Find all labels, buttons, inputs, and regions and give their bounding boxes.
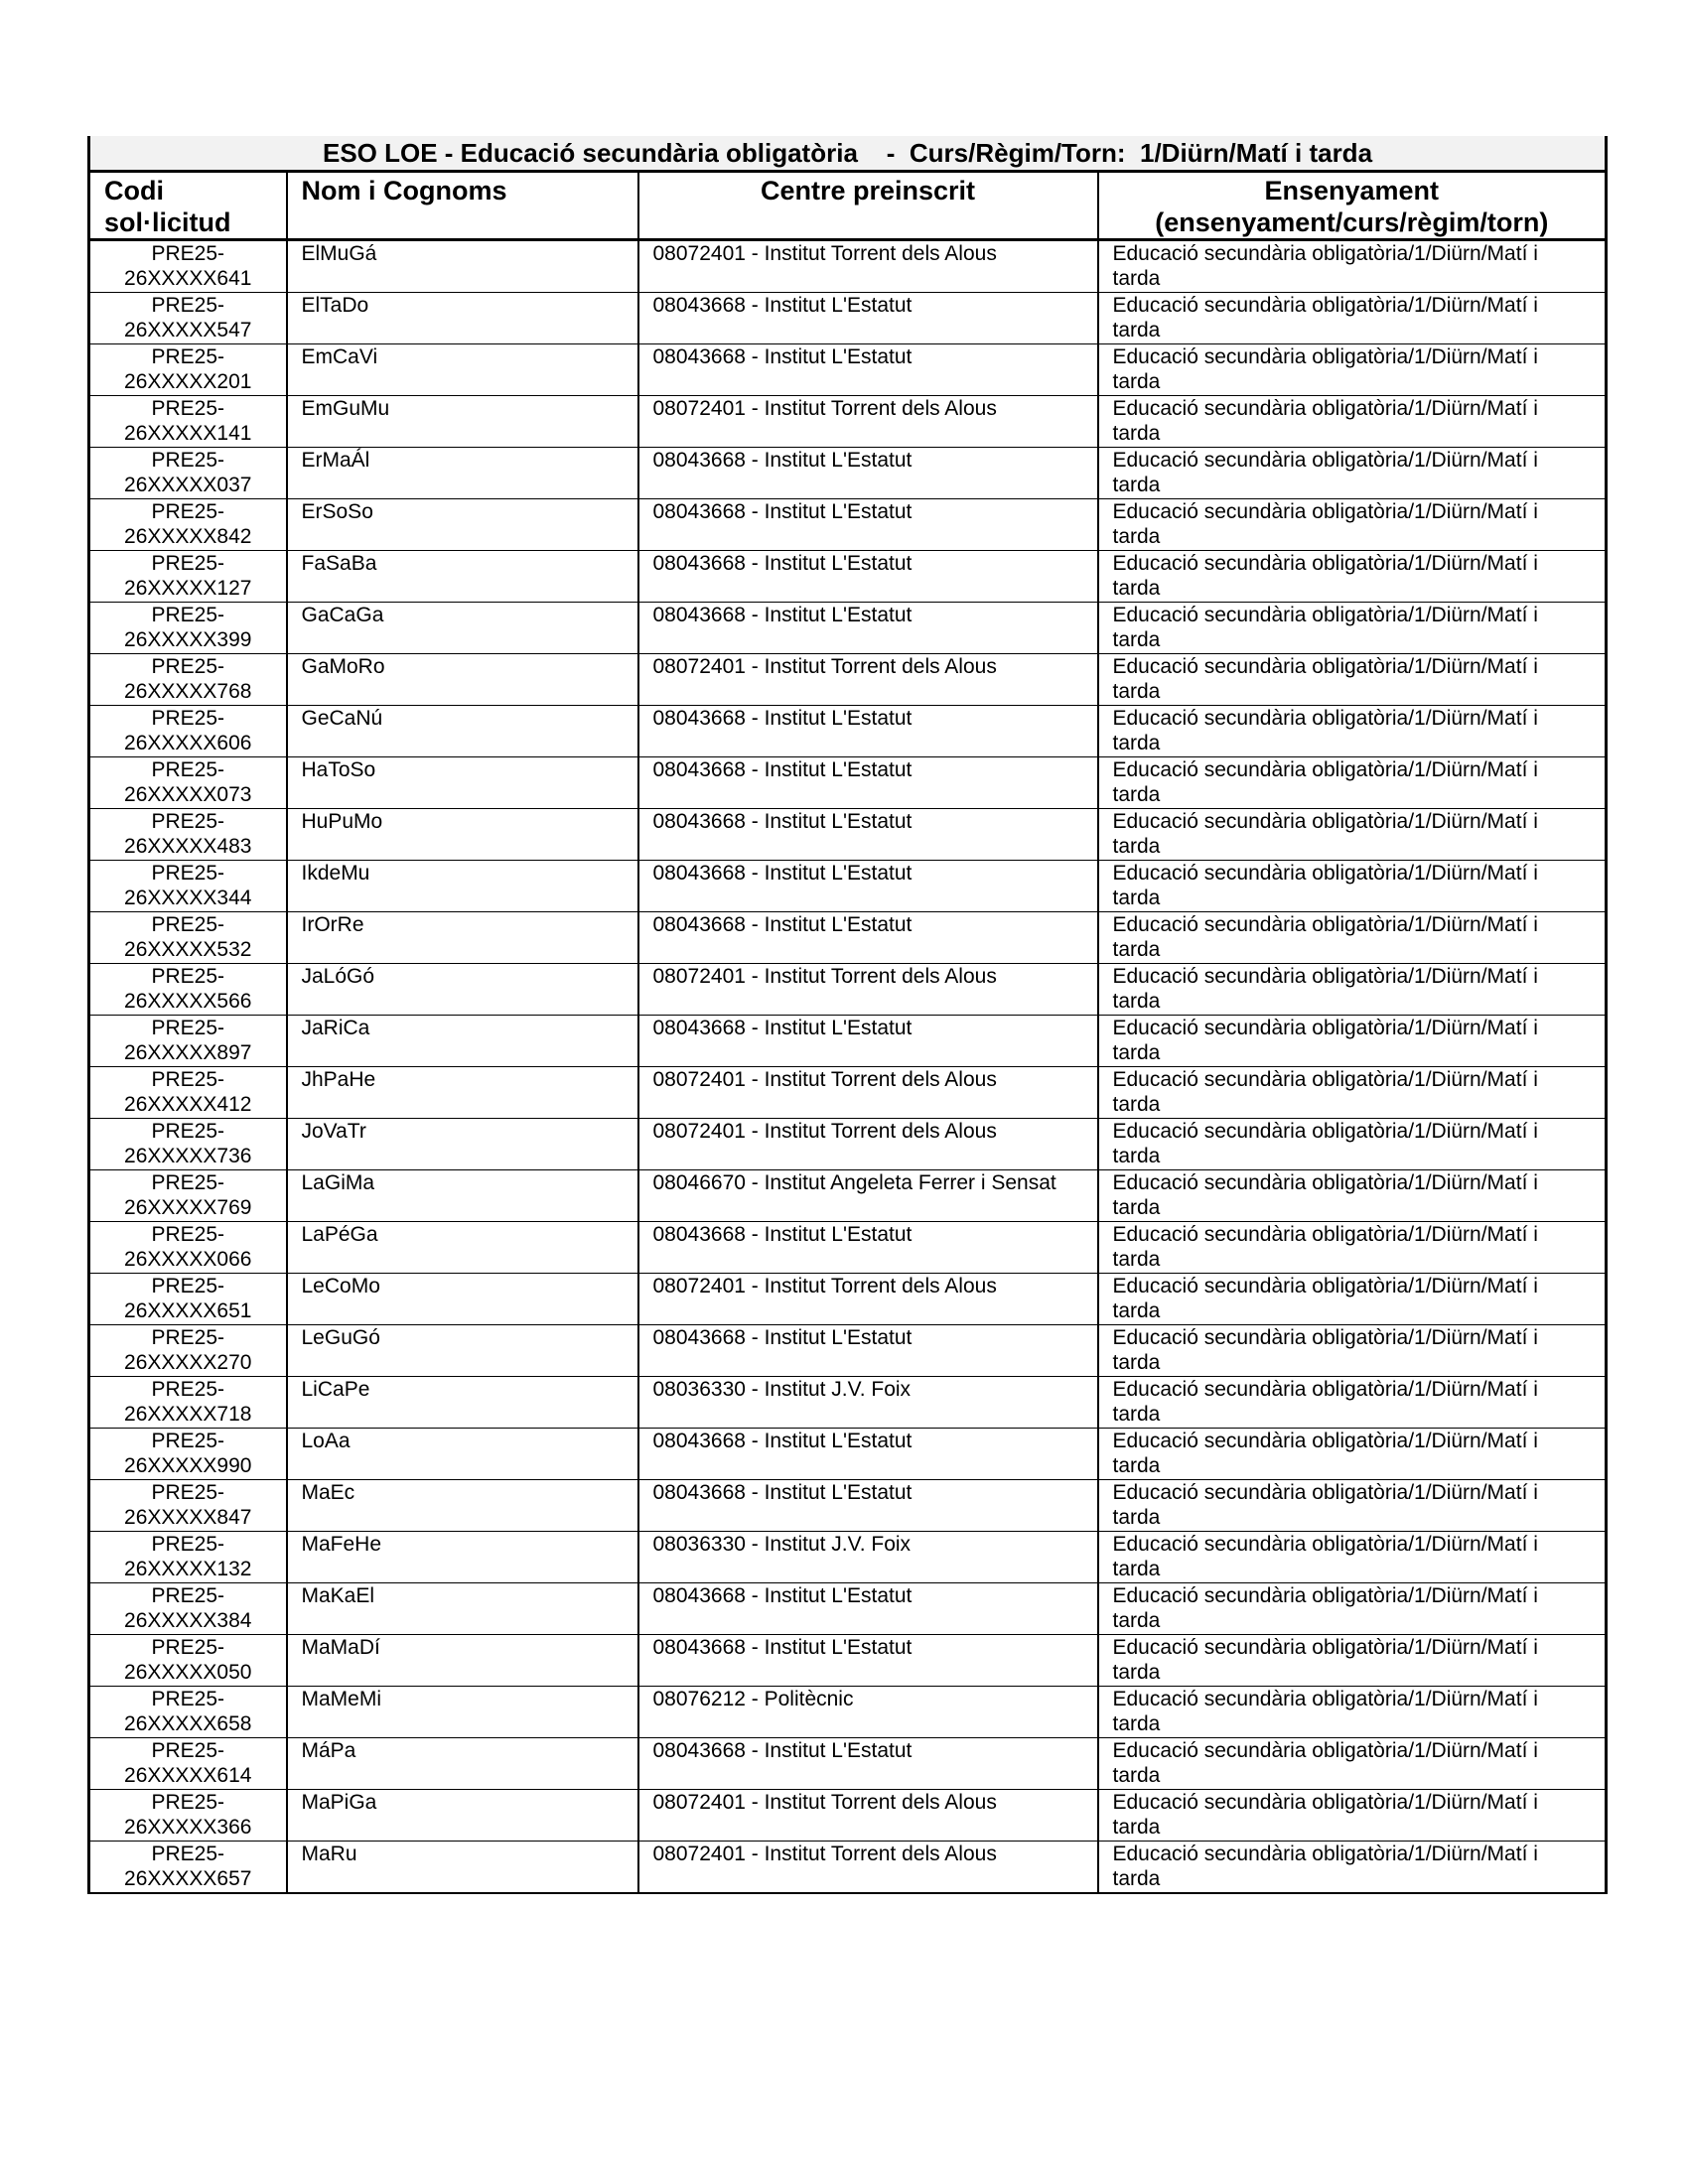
table-row [89, 1429, 1607, 1480]
cell-ensenyament: Educació secundària obligatòria/1/Diürn/Matí i tarda [1098, 1222, 1607, 1274]
cell-centre-preinscrit: 08043668 - Institut L'Estatut [638, 603, 1098, 654]
cell-nom-cognoms: JaRiCa [287, 1016, 638, 1067]
cell-codi-sollicitud: PRE25- 26XXXXX547 [89, 293, 287, 344]
cell-nom-cognoms: MáPa [287, 1738, 638, 1790]
cell-nom-cognoms: MaEc [287, 1480, 638, 1532]
header-codi-sollicitud: Codi sol·licitud [89, 172, 287, 240]
cell-centre-preinscrit: 08043668 - Institut L'Estatut [638, 1480, 1098, 1532]
admissions-table [87, 136, 1608, 1894]
cell-codi-sollicitud: PRE25- 26XXXXX842 [89, 499, 287, 551]
cell-centre-preinscrit: 08043668 - Institut L'Estatut [638, 1016, 1098, 1067]
cell-nom-cognoms: LeGuGó [287, 1325, 638, 1377]
cell-nom-cognoms: LaPéGa [287, 1222, 638, 1274]
cell-ensenyament: Educació secundària obligatòria/1/Diürn/Matí i tarda [1098, 499, 1607, 551]
cell-nom-cognoms: JhPaHe [287, 1067, 638, 1119]
cell-nom-cognoms: EmCaVi [287, 344, 638, 396]
cell-centre-preinscrit: 08043668 - Institut L'Estatut [638, 809, 1098, 861]
table-row [89, 1119, 1607, 1170]
cell-codi-sollicitud: PRE25- 26XXXXX037 [89, 448, 287, 499]
cell-codi-sollicitud: PRE25- 26XXXXX718 [89, 1377, 287, 1429]
table-row [89, 344, 1607, 396]
cell-centre-preinscrit: 08043668 - Institut L'Estatut [638, 551, 1098, 603]
table-row [89, 1738, 1607, 1790]
table-row [89, 912, 1607, 964]
cell-centre-preinscrit: 08072401 - Institut Torrent dels Alous [638, 1842, 1098, 1894]
table-row [89, 1480, 1607, 1532]
table-row [89, 448, 1607, 499]
cell-centre-preinscrit: 08043668 - Institut L'Estatut [638, 344, 1098, 396]
cell-ensenyament: Educació secundària obligatòria/1/Diürn/Matí i tarda [1098, 448, 1607, 499]
cell-centre-preinscrit: 08076212 - Politècnic [638, 1687, 1098, 1738]
cell-nom-cognoms: FaSaBa [287, 551, 638, 603]
cell-codi-sollicitud: PRE25- 26XXXXX344 [89, 861, 287, 912]
cell-codi-sollicitud: PRE25- 26XXXXX066 [89, 1222, 287, 1274]
cell-codi-sollicitud: PRE25- 26XXXXX606 [89, 706, 287, 757]
cell-ensenyament: Educació secundària obligatòria/1/Diürn/Matí i tarda [1098, 1635, 1607, 1687]
cell-nom-cognoms: MaMaDí [287, 1635, 638, 1687]
cell-centre-preinscrit: 08043668 - Institut L'Estatut [638, 1738, 1098, 1790]
table-row [89, 499, 1607, 551]
cell-centre-preinscrit: 08072401 - Institut Torrent dels Alous [638, 1067, 1098, 1119]
cell-codi-sollicitud: PRE25- 26XXXXX651 [89, 1274, 287, 1325]
cell-centre-preinscrit: 08072401 - Institut Torrent dels Alous [638, 396, 1098, 448]
cell-ensenyament: Educació secundària obligatòria/1/Diürn/Matí i tarda [1098, 1790, 1607, 1842]
table-row [89, 964, 1607, 1016]
table-row [89, 654, 1607, 706]
cell-codi-sollicitud: PRE25- 26XXXXX768 [89, 654, 287, 706]
cell-nom-cognoms: ErSoSo [287, 499, 638, 551]
cell-centre-preinscrit: 08036330 - Institut J.V. Foix [638, 1377, 1098, 1429]
cell-centre-preinscrit: 08072401 - Institut Torrent dels Alous [638, 964, 1098, 1016]
cell-ensenyament: Educació secundària obligatòria/1/Diürn/Matí i tarda [1098, 1377, 1607, 1429]
cell-ensenyament: Educació secundària obligatòria/1/Diürn/Matí i tarda [1098, 551, 1607, 603]
cell-nom-cognoms: ElMuGá [287, 240, 638, 293]
cell-codi-sollicitud: PRE25- 26XXXXX897 [89, 1016, 287, 1067]
cell-ensenyament: Educació secundària obligatòria/1/Diürn/Matí i tarda [1098, 1687, 1607, 1738]
table-row [89, 396, 1607, 448]
cell-centre-preinscrit: 08036330 - Institut J.V. Foix [638, 1532, 1098, 1583]
table-row [89, 1274, 1607, 1325]
table-row [89, 1635, 1607, 1687]
table-row [89, 293, 1607, 344]
cell-codi-sollicitud: PRE25- 26XXXXX483 [89, 809, 287, 861]
cell-centre-preinscrit: 08072401 - Institut Torrent dels Alous [638, 240, 1098, 293]
cell-nom-cognoms: ElTaDo [287, 293, 638, 344]
cell-codi-sollicitud: PRE25- 26XXXXX769 [89, 1170, 287, 1222]
table-row [89, 1687, 1607, 1738]
cell-nom-cognoms: GaCaGa [287, 603, 638, 654]
cell-ensenyament: Educació secundària obligatòria/1/Diürn/Matí i tarda [1098, 1532, 1607, 1583]
cell-centre-preinscrit: 08043668 - Institut L'Estatut [638, 293, 1098, 344]
admissions-list-sheet [87, 136, 1605, 1894]
cell-nom-cognoms: JaLóGó [287, 964, 638, 1016]
table-title: ESO LOE - Educació secundària obligatòria - Curs/Règim/Torn: 1/Diürn/Matí i tarda [89, 136, 1607, 172]
cell-nom-cognoms: EmGuMu [287, 396, 638, 448]
cell-nom-cognoms: MaMeMi [287, 1687, 638, 1738]
cell-codi-sollicitud: PRE25- 26XXXXX132 [89, 1532, 287, 1583]
cell-ensenyament: Educació secundària obligatòria/1/Diürn/Matí i tarda [1098, 293, 1607, 344]
cell-centre-preinscrit: 08043668 - Institut L'Estatut [638, 1429, 1098, 1480]
cell-ensenyament: Educació secundària obligatòria/1/Diürn/Matí i tarda [1098, 1016, 1607, 1067]
cell-nom-cognoms: HuPuMo [287, 809, 638, 861]
cell-centre-preinscrit: 08046670 - Institut Angeleta Ferrer i Sensat [638, 1170, 1098, 1222]
cell-codi-sollicitud: PRE25- 26XXXXX566 [89, 964, 287, 1016]
cell-ensenyament: Educació secundària obligatòria/1/Diürn/Matí i tarda [1098, 603, 1607, 654]
cell-nom-cognoms: GeCaNú [287, 706, 638, 757]
table-row [89, 551, 1607, 603]
cell-nom-cognoms: LaGiMa [287, 1170, 638, 1222]
cell-nom-cognoms: LoAa [287, 1429, 638, 1480]
cell-centre-preinscrit: 08043668 - Institut L'Estatut [638, 1583, 1098, 1635]
cell-codi-sollicitud: PRE25- 26XXXXX641 [89, 240, 287, 293]
cell-centre-preinscrit: 08043668 - Institut L'Estatut [638, 861, 1098, 912]
table-row [89, 1016, 1607, 1067]
table-row [89, 706, 1607, 757]
cell-ensenyament: Educació secundària obligatòria/1/Diürn/Matí i tarda [1098, 1480, 1607, 1532]
table-row [89, 809, 1607, 861]
cell-ensenyament: Educació secundària obligatòria/1/Diürn/Matí i tarda [1098, 1429, 1607, 1480]
cell-ensenyament: Educació secundària obligatòria/1/Diürn/Matí i tarda [1098, 654, 1607, 706]
cell-codi-sollicitud: PRE25- 26XXXXX127 [89, 551, 287, 603]
cell-ensenyament: Educació secundària obligatòria/1/Diürn/Matí i tarda [1098, 240, 1607, 293]
cell-codi-sollicitud: PRE25- 26XXXXX614 [89, 1738, 287, 1790]
cell-nom-cognoms: HaToSo [287, 757, 638, 809]
cell-ensenyament: Educació secundària obligatòria/1/Diürn/Matí i tarda [1098, 861, 1607, 912]
cell-nom-cognoms: JoVaTr [287, 1119, 638, 1170]
header-centre-preinscrit: Centre preinscrit [638, 172, 1098, 240]
cell-codi-sollicitud: PRE25- 26XXXXX050 [89, 1635, 287, 1687]
cell-centre-preinscrit: 08043668 - Institut L'Estatut [638, 1222, 1098, 1274]
cell-codi-sollicitud: PRE25- 26XXXXX366 [89, 1790, 287, 1842]
cell-codi-sollicitud: PRE25- 26XXXXX201 [89, 344, 287, 396]
table-row [89, 240, 1607, 293]
table-row [89, 1583, 1607, 1635]
header-nom-cognoms: Nom i Cognoms [287, 172, 638, 240]
table-row [89, 1790, 1607, 1842]
cell-centre-preinscrit: 08043668 - Institut L'Estatut [638, 1635, 1098, 1687]
cell-centre-preinscrit: 08043668 - Institut L'Estatut [638, 499, 1098, 551]
table-row [89, 1842, 1607, 1894]
cell-ensenyament: Educació secundària obligatòria/1/Diürn/Matí i tarda [1098, 912, 1607, 964]
cell-centre-preinscrit: 08072401 - Institut Torrent dels Alous [638, 1274, 1098, 1325]
cell-ensenyament: Educació secundària obligatòria/1/Diürn/Matí i tarda [1098, 344, 1607, 396]
cell-ensenyament: Educació secundària obligatòria/1/Diürn/Matí i tarda [1098, 1119, 1607, 1170]
cell-codi-sollicitud: PRE25- 26XXXXX657 [89, 1842, 287, 1894]
cell-centre-preinscrit: 08043668 - Institut L'Estatut [638, 706, 1098, 757]
cell-codi-sollicitud: PRE25- 26XXXXX412 [89, 1067, 287, 1119]
table-row [89, 1222, 1607, 1274]
cell-codi-sollicitud: PRE25- 26XXXXX073 [89, 757, 287, 809]
table-row [89, 861, 1607, 912]
cell-nom-cognoms: MaFeHe [287, 1532, 638, 1583]
cell-ensenyament: Educació secundària obligatòria/1/Diürn/Matí i tarda [1098, 1583, 1607, 1635]
cell-ensenyament: Educació secundària obligatòria/1/Diürn/Matí i tarda [1098, 1170, 1607, 1222]
cell-ensenyament: Educació secundària obligatòria/1/Diürn/Matí i tarda [1098, 1067, 1607, 1119]
cell-codi-sollicitud: PRE25- 26XXXXX270 [89, 1325, 287, 1377]
header-ensenyament: Ensenyament (ensenyament/curs/règim/torn) [1098, 172, 1607, 240]
cell-ensenyament: Educació secundària obligatòria/1/Diürn/Matí i tarda [1098, 964, 1607, 1016]
cell-codi-sollicitud: PRE25- 26XXXXX141 [89, 396, 287, 448]
cell-codi-sollicitud: PRE25- 26XXXXX990 [89, 1429, 287, 1480]
table-body [89, 240, 1607, 1894]
cell-nom-cognoms: IkdeMu [287, 861, 638, 912]
cell-ensenyament: Educació secundària obligatòria/1/Diürn/Matí i tarda [1098, 1842, 1607, 1894]
cell-centre-preinscrit: 08043668 - Institut L'Estatut [638, 448, 1098, 499]
cell-ensenyament: Educació secundària obligatòria/1/Diürn/Matí i tarda [1098, 809, 1607, 861]
table-row [89, 1325, 1607, 1377]
cell-nom-cognoms: MaKaEl [287, 1583, 638, 1635]
table-row [89, 1170, 1607, 1222]
cell-codi-sollicitud: PRE25- 26XXXXX384 [89, 1583, 287, 1635]
cell-nom-cognoms: IrOrRe [287, 912, 638, 964]
cell-ensenyament: Educació secundària obligatòria/1/Diürn/Matí i tarda [1098, 706, 1607, 757]
table-row [89, 1532, 1607, 1583]
cell-ensenyament: Educació secundària obligatòria/1/Diürn/Matí i tarda [1098, 396, 1607, 448]
cell-centre-preinscrit: 08043668 - Institut L'Estatut [638, 912, 1098, 964]
cell-centre-preinscrit: 08072401 - Institut Torrent dels Alous [638, 1119, 1098, 1170]
cell-ensenyament: Educació secundària obligatòria/1/Diürn/Matí i tarda [1098, 1738, 1607, 1790]
cell-nom-cognoms: MaRu [287, 1842, 638, 1894]
cell-codi-sollicitud: PRE25- 26XXXXX847 [89, 1480, 287, 1532]
cell-ensenyament: Educació secundària obligatòria/1/Diürn/Matí i tarda [1098, 1274, 1607, 1325]
table-row [89, 603, 1607, 654]
cell-nom-cognoms: LiCaPe [287, 1377, 638, 1429]
cell-centre-preinscrit: 08043668 - Institut L'Estatut [638, 757, 1098, 809]
cell-centre-preinscrit: 08072401 - Institut Torrent dels Alous [638, 1790, 1098, 1842]
table-row [89, 757, 1607, 809]
cell-codi-sollicitud: PRE25- 26XXXXX532 [89, 912, 287, 964]
table-row [89, 1067, 1607, 1119]
cell-codi-sollicitud: PRE25- 26XXXXX736 [89, 1119, 287, 1170]
cell-nom-cognoms: LeCoMo [287, 1274, 638, 1325]
cell-centre-preinscrit: 08072401 - Institut Torrent dels Alous [638, 654, 1098, 706]
cell-codi-sollicitud: PRE25- 26XXXXX399 [89, 603, 287, 654]
cell-ensenyament: Educació secundària obligatòria/1/Diürn/Matí i tarda [1098, 1325, 1607, 1377]
cell-centre-preinscrit: 08043668 - Institut L'Estatut [638, 1325, 1098, 1377]
table-row [89, 1377, 1607, 1429]
cell-nom-cognoms: GaMoRo [287, 654, 638, 706]
cell-nom-cognoms: ErMaÁl [287, 448, 638, 499]
cell-nom-cognoms: MaPiGa [287, 1790, 638, 1842]
cell-codi-sollicitud: PRE25- 26XXXXX658 [89, 1687, 287, 1738]
cell-ensenyament: Educació secundària obligatòria/1/Diürn/Matí i tarda [1098, 757, 1607, 809]
